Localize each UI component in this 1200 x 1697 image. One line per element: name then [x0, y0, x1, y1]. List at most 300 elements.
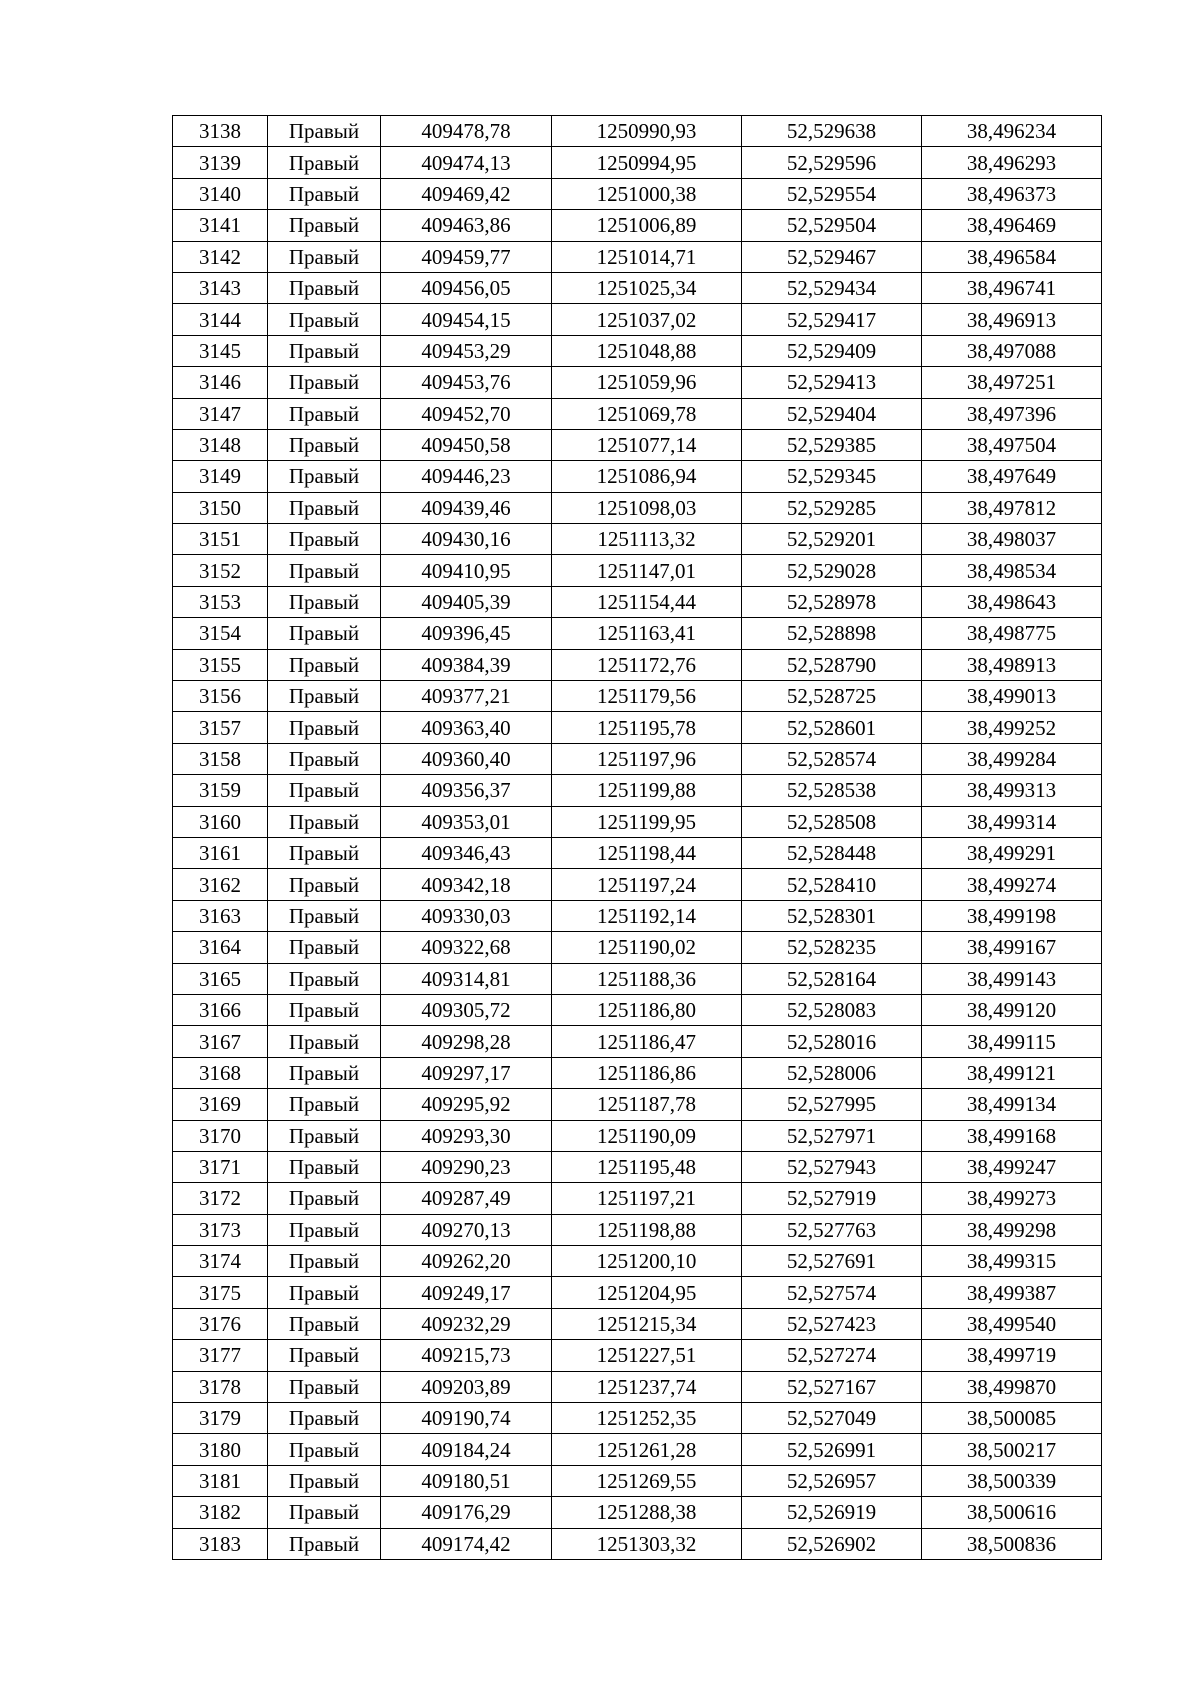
table-row [173, 1214, 1102, 1245]
table-row [173, 932, 1102, 963]
longitude-cell: 38,496741 [922, 272, 1102, 303]
longitude-cell: 38,497088 [922, 335, 1102, 366]
longitude-cell: 38,497251 [922, 367, 1102, 398]
point-number-cell: 3170 [173, 1120, 268, 1151]
latitude-cell: 52,529028 [742, 555, 922, 586]
y-coordinate-cell: 1251198,44 [552, 837, 742, 868]
x-coordinate-cell: 409293,30 [381, 1120, 552, 1151]
longitude-cell: 38,497504 [922, 429, 1102, 460]
side-cell: Правый [268, 1434, 381, 1465]
x-coordinate-cell: 409459,77 [381, 241, 552, 272]
x-coordinate-cell: 409453,76 [381, 367, 552, 398]
longitude-cell: 38,496469 [922, 210, 1102, 241]
point-number-cell: 3152 [173, 555, 268, 586]
point-number-cell: 3159 [173, 775, 268, 806]
table-row [173, 1277, 1102, 1308]
latitude-cell: 52,526957 [742, 1465, 922, 1496]
y-coordinate-cell: 1251172,76 [552, 649, 742, 680]
point-number-cell: 3181 [173, 1465, 268, 1496]
longitude-cell: 38,500217 [922, 1434, 1102, 1465]
longitude-cell: 38,499387 [922, 1277, 1102, 1308]
table-row [173, 524, 1102, 555]
side-cell: Правый [268, 837, 381, 868]
latitude-cell: 52,527167 [742, 1371, 922, 1402]
latitude-cell: 52,527691 [742, 1246, 922, 1277]
latitude-cell: 52,527971 [742, 1120, 922, 1151]
table-row [173, 775, 1102, 806]
x-coordinate-cell: 409215,73 [381, 1340, 552, 1371]
table-row [173, 429, 1102, 460]
side-cell: Правый [268, 429, 381, 460]
x-coordinate-cell: 409184,24 [381, 1434, 552, 1465]
y-coordinate-cell: 1251195,78 [552, 712, 742, 743]
longitude-cell: 38,499198 [922, 900, 1102, 931]
longitude-cell: 38,499134 [922, 1089, 1102, 1120]
side-cell: Правый [268, 1371, 381, 1402]
x-coordinate-cell: 409363,40 [381, 712, 552, 743]
point-number-cell: 3161 [173, 837, 268, 868]
x-coordinate-cell: 409314,81 [381, 963, 552, 994]
latitude-cell: 52,529385 [742, 429, 922, 460]
table-row [173, 210, 1102, 241]
table-row [173, 806, 1102, 837]
table-row [173, 1151, 1102, 1182]
x-coordinate-cell: 409174,42 [381, 1528, 552, 1559]
latitude-cell: 52,529596 [742, 147, 922, 178]
side-cell: Правый [268, 210, 381, 241]
y-coordinate-cell: 1251147,01 [552, 555, 742, 586]
x-coordinate-cell: 409322,68 [381, 932, 552, 963]
x-coordinate-cell: 409297,17 [381, 1057, 552, 1088]
x-coordinate-cell: 409450,58 [381, 429, 552, 460]
side-cell: Правый [268, 461, 381, 492]
latitude-cell: 52,529201 [742, 524, 922, 555]
point-number-cell: 3182 [173, 1497, 268, 1528]
y-coordinate-cell: 1251098,03 [552, 492, 742, 523]
latitude-cell: 52,529638 [742, 116, 922, 147]
table-row [173, 1183, 1102, 1214]
x-coordinate-cell: 409456,05 [381, 272, 552, 303]
latitude-cell: 52,529504 [742, 210, 922, 241]
x-coordinate-cell: 409290,23 [381, 1151, 552, 1182]
side-cell: Правый [268, 1026, 381, 1057]
x-coordinate-cell: 409330,03 [381, 900, 552, 931]
y-coordinate-cell: 1251048,88 [552, 335, 742, 366]
side-cell: Правый [268, 681, 381, 712]
table-row [173, 147, 1102, 178]
side-cell: Правый [268, 1465, 381, 1496]
latitude-cell: 52,528301 [742, 900, 922, 931]
latitude-cell: 52,528898 [742, 618, 922, 649]
side-cell: Правый [268, 1089, 381, 1120]
longitude-cell: 38,499291 [922, 837, 1102, 868]
point-number-cell: 3163 [173, 900, 268, 931]
side-cell: Правый [268, 1183, 381, 1214]
latitude-cell: 52,528725 [742, 681, 922, 712]
latitude-cell: 52,528410 [742, 869, 922, 900]
longitude-cell: 38,497812 [922, 492, 1102, 523]
table-row [173, 681, 1102, 712]
point-number-cell: 3151 [173, 524, 268, 555]
table-row [173, 1308, 1102, 1339]
y-coordinate-cell: 1251006,89 [552, 210, 742, 241]
table-row [173, 649, 1102, 680]
latitude-cell: 52,527274 [742, 1340, 922, 1371]
longitude-cell: 38,498775 [922, 618, 1102, 649]
point-number-cell: 3173 [173, 1214, 268, 1245]
x-coordinate-cell: 409249,17 [381, 1277, 552, 1308]
y-coordinate-cell: 1251288,38 [552, 1497, 742, 1528]
table-row [173, 1340, 1102, 1371]
point-number-cell: 3139 [173, 147, 268, 178]
y-coordinate-cell: 1251179,56 [552, 681, 742, 712]
table-row [173, 272, 1102, 303]
side-cell: Правый [268, 900, 381, 931]
y-coordinate-cell: 1251163,41 [552, 618, 742, 649]
longitude-cell: 38,499143 [922, 963, 1102, 994]
point-number-cell: 3164 [173, 932, 268, 963]
side-cell: Правый [268, 335, 381, 366]
x-coordinate-cell: 409396,45 [381, 618, 552, 649]
latitude-cell: 52,529467 [742, 241, 922, 272]
x-coordinate-cell: 409287,49 [381, 1183, 552, 1214]
y-coordinate-cell: 1251192,14 [552, 900, 742, 931]
side-cell: Правый [268, 932, 381, 963]
y-coordinate-cell: 1251086,94 [552, 461, 742, 492]
y-coordinate-cell: 1251186,86 [552, 1057, 742, 1088]
point-number-cell: 3177 [173, 1340, 268, 1371]
longitude-cell: 38,496373 [922, 178, 1102, 209]
longitude-cell: 38,499870 [922, 1371, 1102, 1402]
point-number-cell: 3175 [173, 1277, 268, 1308]
latitude-cell: 52,527423 [742, 1308, 922, 1339]
side-cell: Правый [268, 178, 381, 209]
x-coordinate-cell: 409469,42 [381, 178, 552, 209]
point-number-cell: 3158 [173, 743, 268, 774]
x-coordinate-cell: 409353,01 [381, 806, 552, 837]
longitude-cell: 38,498643 [922, 586, 1102, 617]
point-number-cell: 3183 [173, 1528, 268, 1559]
point-number-cell: 3153 [173, 586, 268, 617]
table-row [173, 241, 1102, 272]
table-row [173, 743, 1102, 774]
y-coordinate-cell: 1251199,88 [552, 775, 742, 806]
point-number-cell: 3171 [173, 1151, 268, 1182]
y-coordinate-cell: 1251197,96 [552, 743, 742, 774]
y-coordinate-cell: 1251059,96 [552, 367, 742, 398]
x-coordinate-cell: 409474,13 [381, 147, 552, 178]
table-row [173, 837, 1102, 868]
latitude-cell: 52,529434 [742, 272, 922, 303]
y-coordinate-cell: 1251199,95 [552, 806, 742, 837]
table-row [173, 1465, 1102, 1496]
y-coordinate-cell: 1250994,95 [552, 147, 742, 178]
table-row [173, 492, 1102, 523]
x-coordinate-cell: 409298,28 [381, 1026, 552, 1057]
x-coordinate-cell: 409360,40 [381, 743, 552, 774]
side-cell: Правый [268, 241, 381, 272]
table-row [173, 869, 1102, 900]
x-coordinate-cell: 409262,20 [381, 1246, 552, 1277]
latitude-cell: 52,526902 [742, 1528, 922, 1559]
side-cell: Правый [268, 743, 381, 774]
y-coordinate-cell: 1251237,74 [552, 1371, 742, 1402]
latitude-cell: 52,527574 [742, 1277, 922, 1308]
y-coordinate-cell: 1251188,36 [552, 963, 742, 994]
longitude-cell: 38,499274 [922, 869, 1102, 900]
latitude-cell: 52,528448 [742, 837, 922, 868]
longitude-cell: 38,497396 [922, 398, 1102, 429]
latitude-cell: 52,528790 [742, 649, 922, 680]
y-coordinate-cell: 1251037,02 [552, 304, 742, 335]
latitude-cell: 52,528235 [742, 932, 922, 963]
table-row [173, 1434, 1102, 1465]
side-cell: Правый [268, 1403, 381, 1434]
latitude-cell: 52,527943 [742, 1151, 922, 1182]
point-number-cell: 3156 [173, 681, 268, 712]
table-row [173, 1089, 1102, 1120]
latitude-cell: 52,529404 [742, 398, 922, 429]
point-number-cell: 3178 [173, 1371, 268, 1402]
x-coordinate-cell: 409356,37 [381, 775, 552, 806]
point-number-cell: 3144 [173, 304, 268, 335]
side-cell: Правый [268, 555, 381, 586]
table-row [173, 1246, 1102, 1277]
side-cell: Правый [268, 524, 381, 555]
point-number-cell: 3138 [173, 116, 268, 147]
latitude-cell: 52,527919 [742, 1183, 922, 1214]
latitude-cell: 52,526991 [742, 1434, 922, 1465]
x-coordinate-cell: 409190,74 [381, 1403, 552, 1434]
point-number-cell: 3149 [173, 461, 268, 492]
latitude-cell: 52,528508 [742, 806, 922, 837]
latitude-cell: 52,526919 [742, 1497, 922, 1528]
y-coordinate-cell: 1251215,34 [552, 1308, 742, 1339]
y-coordinate-cell: 1251197,24 [552, 869, 742, 900]
y-coordinate-cell: 1251190,09 [552, 1120, 742, 1151]
longitude-cell: 38,499115 [922, 1026, 1102, 1057]
point-number-cell: 3150 [173, 492, 268, 523]
point-number-cell: 3155 [173, 649, 268, 680]
longitude-cell: 38,498913 [922, 649, 1102, 680]
y-coordinate-cell: 1251025,34 [552, 272, 742, 303]
latitude-cell: 52,529285 [742, 492, 922, 523]
latitude-cell: 52,528538 [742, 775, 922, 806]
table-row [173, 1120, 1102, 1151]
table-row [173, 1497, 1102, 1528]
table-row [173, 1057, 1102, 1088]
point-number-cell: 3179 [173, 1403, 268, 1434]
y-coordinate-cell: 1251204,95 [552, 1277, 742, 1308]
latitude-cell: 52,527049 [742, 1403, 922, 1434]
x-coordinate-cell: 409295,92 [381, 1089, 552, 1120]
point-number-cell: 3141 [173, 210, 268, 241]
side-cell: Правый [268, 1528, 381, 1559]
point-number-cell: 3160 [173, 806, 268, 837]
y-coordinate-cell: 1251154,44 [552, 586, 742, 617]
y-coordinate-cell: 1251077,14 [552, 429, 742, 460]
latitude-cell: 52,528006 [742, 1057, 922, 1088]
latitude-cell: 52,528601 [742, 712, 922, 743]
latitude-cell: 52,529413 [742, 367, 922, 398]
side-cell: Правый [268, 1497, 381, 1528]
x-coordinate-cell: 409410,95 [381, 555, 552, 586]
latitude-cell: 52,528083 [742, 994, 922, 1025]
longitude-cell: 38,499167 [922, 932, 1102, 963]
side-cell: Правый [268, 649, 381, 680]
latitude-cell: 52,528978 [742, 586, 922, 617]
side-cell: Правый [268, 618, 381, 649]
latitude-cell: 52,529417 [742, 304, 922, 335]
x-coordinate-cell: 409446,23 [381, 461, 552, 492]
side-cell: Правый [268, 116, 381, 147]
y-coordinate-cell: 1251186,80 [552, 994, 742, 1025]
point-number-cell: 3146 [173, 367, 268, 398]
side-cell: Правый [268, 1214, 381, 1245]
y-coordinate-cell: 1251190,02 [552, 932, 742, 963]
point-number-cell: 3167 [173, 1026, 268, 1057]
side-cell: Правый [268, 367, 381, 398]
side-cell: Правый [268, 586, 381, 617]
longitude-cell: 38,499168 [922, 1120, 1102, 1151]
side-cell: Правый [268, 1151, 381, 1182]
table-row [173, 618, 1102, 649]
y-coordinate-cell: 1251269,55 [552, 1465, 742, 1496]
x-coordinate-cell: 409453,29 [381, 335, 552, 366]
longitude-cell: 38,496234 [922, 116, 1102, 147]
x-coordinate-cell: 409430,16 [381, 524, 552, 555]
x-coordinate-cell: 409346,43 [381, 837, 552, 868]
point-number-cell: 3166 [173, 994, 268, 1025]
longitude-cell: 38,496293 [922, 147, 1102, 178]
table-row [173, 398, 1102, 429]
y-coordinate-cell: 1251198,88 [552, 1214, 742, 1245]
side-cell: Правый [268, 492, 381, 523]
y-coordinate-cell: 1251227,51 [552, 1340, 742, 1371]
y-coordinate-cell: 1251200,10 [552, 1246, 742, 1277]
x-coordinate-cell: 409176,29 [381, 1497, 552, 1528]
table-row [173, 1026, 1102, 1057]
side-cell: Правый [268, 1277, 381, 1308]
side-cell: Правый [268, 1246, 381, 1277]
table-row [173, 963, 1102, 994]
side-cell: Правый [268, 775, 381, 806]
side-cell: Правый [268, 994, 381, 1025]
latitude-cell: 52,528164 [742, 963, 922, 994]
side-cell: Правый [268, 304, 381, 335]
longitude-cell: 38,499314 [922, 806, 1102, 837]
y-coordinate-cell: 1251195,48 [552, 1151, 742, 1182]
latitude-cell: 52,528574 [742, 743, 922, 774]
x-coordinate-cell: 409463,86 [381, 210, 552, 241]
longitude-cell: 38,499252 [922, 712, 1102, 743]
x-coordinate-cell: 409270,13 [381, 1214, 552, 1245]
x-coordinate-cell: 409454,15 [381, 304, 552, 335]
side-cell: Правый [268, 272, 381, 303]
longitude-cell: 38,499315 [922, 1246, 1102, 1277]
side-cell: Правый [268, 869, 381, 900]
table-row [173, 178, 1102, 209]
latitude-cell: 52,527995 [742, 1089, 922, 1120]
latitude-cell: 52,529554 [742, 178, 922, 209]
longitude-cell: 38,499013 [922, 681, 1102, 712]
table-row [173, 367, 1102, 398]
longitude-cell: 38,499120 [922, 994, 1102, 1025]
table-row [173, 586, 1102, 617]
longitude-cell: 38,499540 [922, 1308, 1102, 1339]
longitude-cell: 38,500339 [922, 1465, 1102, 1496]
side-cell: Правый [268, 1340, 381, 1371]
x-coordinate-cell: 409232,29 [381, 1308, 552, 1339]
side-cell: Правый [268, 147, 381, 178]
x-coordinate-cell: 409180,51 [381, 1465, 552, 1496]
longitude-cell: 38,498037 [922, 524, 1102, 555]
latitude-cell: 52,527763 [742, 1214, 922, 1245]
point-number-cell: 3154 [173, 618, 268, 649]
x-coordinate-cell: 409439,46 [381, 492, 552, 523]
longitude-cell: 38,496913 [922, 304, 1102, 335]
side-cell: Правый [268, 1057, 381, 1088]
side-cell: Правый [268, 1120, 381, 1151]
point-number-cell: 3140 [173, 178, 268, 209]
point-number-cell: 3165 [173, 963, 268, 994]
longitude-cell: 38,499719 [922, 1340, 1102, 1371]
x-coordinate-cell: 409203,89 [381, 1371, 552, 1402]
y-coordinate-cell: 1251187,78 [552, 1089, 742, 1120]
x-coordinate-cell: 409384,39 [381, 649, 552, 680]
side-cell: Правый [268, 398, 381, 429]
x-coordinate-cell: 409478,78 [381, 116, 552, 147]
point-number-cell: 3142 [173, 241, 268, 272]
table-row [173, 461, 1102, 492]
longitude-cell: 38,499298 [922, 1214, 1102, 1245]
point-number-cell: 3162 [173, 869, 268, 900]
y-coordinate-cell: 1251303,32 [552, 1528, 742, 1559]
y-coordinate-cell: 1251069,78 [552, 398, 742, 429]
latitude-cell: 52,528016 [742, 1026, 922, 1057]
side-cell: Правый [268, 1308, 381, 1339]
y-coordinate-cell: 1251000,38 [552, 178, 742, 209]
longitude-cell: 38,499284 [922, 743, 1102, 774]
longitude-cell: 38,500085 [922, 1403, 1102, 1434]
latitude-cell: 52,529409 [742, 335, 922, 366]
y-coordinate-cell: 1251252,35 [552, 1403, 742, 1434]
point-number-cell: 3147 [173, 398, 268, 429]
longitude-cell: 38,499273 [922, 1183, 1102, 1214]
longitude-cell: 38,500836 [922, 1528, 1102, 1559]
table-row [173, 116, 1102, 147]
point-number-cell: 3143 [173, 272, 268, 303]
point-number-cell: 3168 [173, 1057, 268, 1088]
y-coordinate-cell: 1250990,93 [552, 116, 742, 147]
y-coordinate-cell: 1251113,32 [552, 524, 742, 555]
longitude-cell: 38,499313 [922, 775, 1102, 806]
table-row [173, 712, 1102, 743]
table-row [173, 1371, 1102, 1402]
y-coordinate-cell: 1251014,71 [552, 241, 742, 272]
longitude-cell: 38,498534 [922, 555, 1102, 586]
table-body [173, 116, 1102, 1560]
x-coordinate-cell: 409342,18 [381, 869, 552, 900]
table-row [173, 1528, 1102, 1559]
table-row [173, 900, 1102, 931]
table-row [173, 1403, 1102, 1434]
latitude-cell: 52,529345 [742, 461, 922, 492]
side-cell: Правый [268, 963, 381, 994]
coordinates-table [172, 115, 1102, 1560]
side-cell: Правый [268, 712, 381, 743]
table-row [173, 335, 1102, 366]
